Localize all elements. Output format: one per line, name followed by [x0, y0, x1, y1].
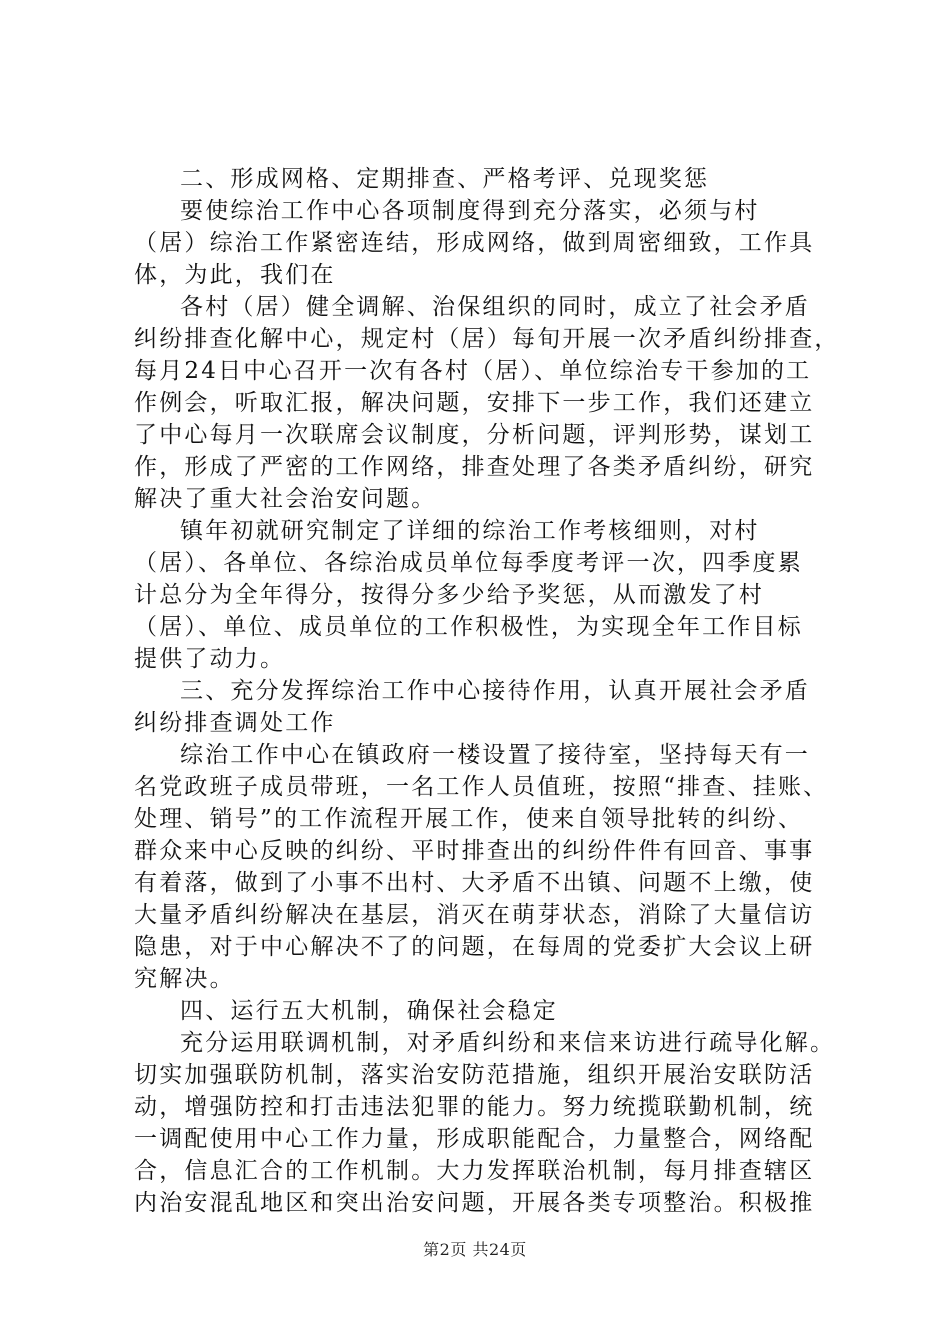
text-line: 切实加强联防机制，落实治安防范措施，组织开展治安联防活	[134, 1062, 815, 1088]
text-line: 解决了重大社会治安问题。	[134, 486, 437, 512]
text-line: 隐患，对于中心解决不了的问题，在每周的党委扩大会议上研	[134, 934, 815, 960]
text-line: 要使综治工作中心各项制度得到充分落实，必须与村	[180, 198, 760, 224]
text-line: 动，增强防控和打击违法犯罪的能力。努力统揽联勤机制，统	[134, 1094, 815, 1120]
text-line: 三、充分发挥综治工作中心接待作用，认真开展社会矛盾	[180, 678, 810, 704]
text-line: 大量矛盾纠纷解决在基层，消灭在萌芽状态，消除了大量信访	[134, 902, 815, 928]
text-line: 内治安混乱地区和突出治安问题，开展各类专项整治。积极推	[134, 1190, 815, 1216]
text-line: 综治工作中心在镇政府一楼设置了接待室，坚持每天有一	[180, 742, 810, 768]
text-line: 纠纷排查化解中心，规定村（居）每旬开展一次矛盾纠纷排查，	[134, 326, 840, 352]
text-line: 了中心每月一次联席会议制度，分析问题，评判形势，谋划工	[134, 422, 815, 448]
text-line: 各村（居）健全调解、治保组织的同时，成立了社会矛盾	[180, 294, 810, 320]
text-line: 作，形成了严密的工作网络，排查处理了各类矛盾纠纷，研究	[134, 454, 815, 480]
text-line: 提供了动力。	[134, 646, 286, 672]
text-line: 充分运用联调机制，对矛盾纠纷和来信来访进行疏导化解。	[180, 1030, 836, 1056]
text-line: 究解决。	[134, 966, 235, 992]
text-line: 处理、销号”的工作流程开展工作，使来自领导批转的纠纷、	[134, 806, 804, 832]
text-line: 每月24日中心召开一次有各村（居）、单位综治专干参加的工	[134, 358, 812, 384]
document-body	[134, 163, 840, 1219]
text-line: （居）、单位、成员单位的工作积极性，为实现全年工作目标	[134, 614, 803, 640]
text-line: 计总分为全年得分，按得分多少给予奖惩，从而激发了村	[134, 582, 764, 608]
text-line: 有着落，做到了小事不出村、大矛盾不出镇、问题不上缴，使	[134, 870, 815, 896]
text-line: 二、形成网格、定期排查、严格考评、兑现奖惩	[180, 166, 710, 192]
text-line: 作例会，听取汇报，解决问题，安排下一步工作，我们还建立	[134, 390, 815, 416]
text-line: 名党政班子成员带班，一名工作人员值班，按照“排查、挂账、	[134, 774, 829, 800]
text-line: 四、运行五大机制，确保社会稳定	[180, 998, 558, 1024]
text-line: 群众来中心反映的纠纷、平时排查出的纠纷件件有回音、事事	[134, 838, 815, 864]
text-line: （居）、各单位、各综治成员单位每季度考评一次，四季度累	[134, 550, 803, 576]
text-line: 体，为此，我们在	[134, 262, 336, 288]
text-line: 一调配使用中心工作力量，形成职能配合，力量整合，网络配	[134, 1126, 815, 1152]
text-line: 纠纷排查调处工作	[134, 710, 336, 736]
text-line: （居）综治工作紧密连结，形成网络，做到周密细致，工作具	[134, 230, 815, 256]
text-line: 镇年初就研究制定了详细的综治工作考核细则，对村	[180, 518, 760, 544]
text-line: 合，信息汇合的工作机制。大力发挥联治机制，每月排查辖区	[134, 1158, 815, 1184]
page-footer: 第2页 共24页	[423, 1240, 527, 1259]
